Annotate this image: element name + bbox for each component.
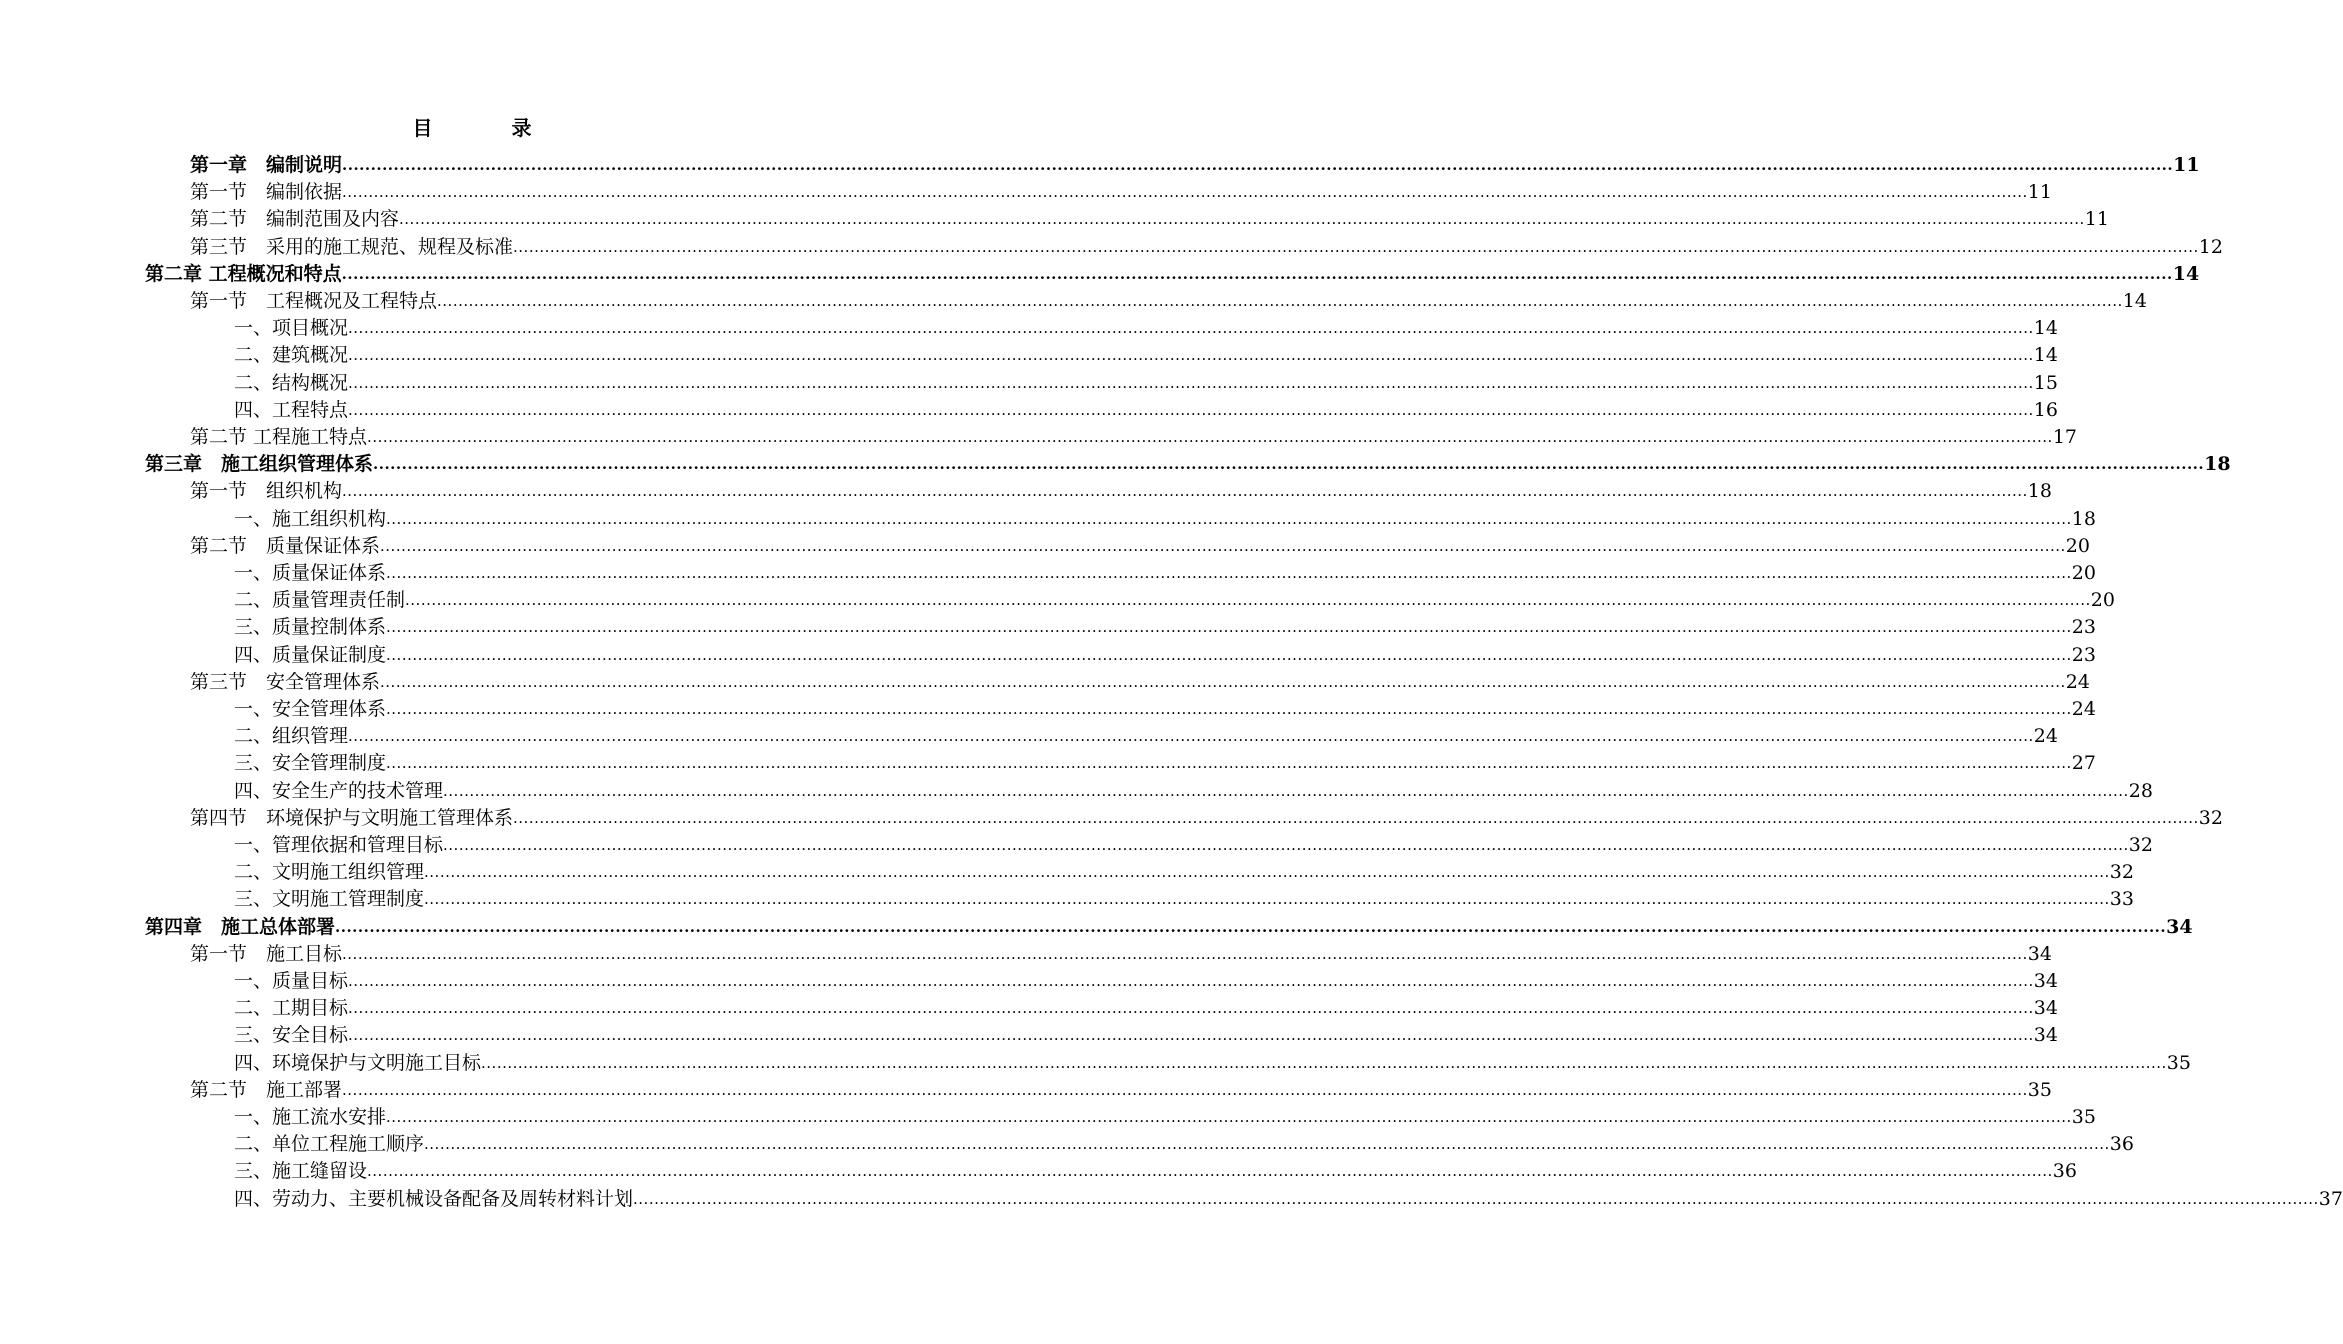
toc-entry-label: 一、管理依据和管理目标 bbox=[234, 834, 444, 856]
toc-entry-page-number: 11 bbox=[2173, 154, 2200, 176]
toc-entry[interactable] bbox=[234, 1131, 2134, 1158]
toc-entry-leader: ................................................................................................................................................................................................................................................................................................................................ bbox=[342, 1081, 2028, 1099]
toc-entry-leader: ................................................................................................................................................................................................................................................................................................................................ bbox=[342, 945, 2028, 963]
toc-entry-page-number: 11 bbox=[2027, 181, 2052, 203]
toc-entry-leader: ................................................................................................................................................................................................................................................................................................................................ bbox=[424, 890, 2110, 908]
toc-entry-label: 三、安全目标 bbox=[234, 1024, 349, 1046]
toc-entry-leader: ................................................................................................................................................................................................................................................................................................................................ bbox=[386, 1108, 2072, 1126]
toc-entry-page-number: 34 bbox=[2033, 997, 2058, 1019]
toc-entry-page-number: 17 bbox=[2052, 426, 2078, 448]
toc-entry-page-number: 14 bbox=[2033, 317, 2058, 339]
toc-entry-leader: ................................................................................................................................................................................................................................................................................................................................ bbox=[481, 1054, 2167, 1072]
toc-entry-label: 第四节 环境保护与文明施工管理体系 bbox=[190, 807, 514, 829]
toc-entry-label: 一、质量保证体系 bbox=[234, 562, 387, 584]
toc-entry-label: 四、环境保护与文明施工目标 bbox=[234, 1052, 482, 1074]
toc-entry-leader: ................................................................................................................................................................................................................................................................................................................................ bbox=[348, 319, 2034, 337]
toc-entry-label: 一、安全管理体系 bbox=[234, 698, 387, 720]
toc-entry-label: 三、安全管理制度 bbox=[234, 752, 387, 774]
toc-entry-leader: ................................................................................................................................................................................................................................................................................................................................ bbox=[424, 863, 2110, 881]
toc-entry-leader: ................................................................................................................................................................................................................................................................................................................................ bbox=[386, 618, 2072, 636]
toc-entry-page-number: 32 bbox=[2198, 807, 2223, 829]
toc-entry[interactable] bbox=[145, 451, 2231, 478]
toc-entry-page-number: 35 bbox=[2166, 1052, 2191, 1074]
toc-entry-leader: ................................................................................................................................................................................................................................................................................................................................ bbox=[443, 782, 2129, 800]
toc-entry-page-number: 34 bbox=[2033, 970, 2058, 992]
toc-entry-page-number: 16 bbox=[2033, 399, 2058, 421]
toc-entry-leader: ................................................................................................................................................................................................................................................................................................................................ bbox=[342, 482, 2028, 500]
toc-entry-label: 第二章 工程概况和特点 bbox=[145, 263, 342, 285]
toc-entry[interactable] bbox=[234, 342, 2058, 369]
toc-entry-page-number: 35 bbox=[2071, 1106, 2096, 1128]
toc-entry[interactable] bbox=[234, 1158, 2077, 1185]
toc-entry-label: 第一节 工程概况及工程特点 bbox=[190, 290, 438, 312]
toc-entry-label: 第二节 质量保证体系 bbox=[190, 535, 381, 557]
toc-entry[interactable] bbox=[234, 968, 2058, 995]
toc-entry-leader: ................................................................................................................................................................................................................................................................................................................................ bbox=[373, 455, 2205, 473]
toc-entry[interactable] bbox=[234, 778, 2153, 805]
toc-entry-page-number: 34 bbox=[2027, 943, 2052, 965]
toc-entry[interactable] bbox=[234, 397, 2058, 424]
toc-entry-page-number: 28 bbox=[2128, 780, 2153, 802]
toc-entry-label: 第二节 施工部署 bbox=[190, 1079, 343, 1101]
toc-entry[interactable] bbox=[190, 533, 2090, 560]
toc-entry-label: 四、质量保证制度 bbox=[234, 644, 387, 666]
toc-entry-label: 一、质量目标 bbox=[234, 970, 349, 992]
toc-entry-label: 二、组织管理 bbox=[234, 725, 349, 747]
toc-entry-leader: ................................................................................................................................................................................................................................................................................................................................ bbox=[348, 1026, 2034, 1044]
toc-entry-leader: ................................................................................................................................................................................................................................................................................................................................ bbox=[437, 292, 2123, 310]
toc-entry[interactable] bbox=[190, 206, 2109, 233]
toc-entry-label: 第三节 采用的施工规范、规程及标准 bbox=[190, 236, 514, 258]
toc-entry-page-number: 24 bbox=[2033, 725, 2058, 747]
toc-entry-leader: ................................................................................................................................................................................................................................................................................................................................ bbox=[386, 510, 2072, 528]
toc-entry-label: 三、文明施工管理制度 bbox=[234, 888, 425, 910]
toc-entry-page-number: 33 bbox=[2109, 888, 2134, 910]
toc-entry-page-number: 23 bbox=[2071, 644, 2096, 666]
toc-entry-leader: ................................................................................................................................................................................................................................................................................................................................ bbox=[399, 210, 2085, 228]
toc-entry-leader: ................................................................................................................................................................................................................................................................................................................................ bbox=[348, 374, 2034, 392]
toc-entry[interactable] bbox=[234, 859, 2134, 886]
toc-entry-page-number: 23 bbox=[2071, 616, 2096, 638]
toc-entry-page-number: 36 bbox=[2109, 1133, 2134, 1155]
toc-entry-leader: ................................................................................................................................................................................................................................................................................................................................ bbox=[380, 537, 2066, 555]
toc-entry[interactable] bbox=[234, 642, 2096, 669]
toc-entry-label: 第一节 组织机构 bbox=[190, 480, 343, 502]
toc-entry-leader: ................................................................................................................................................................................................................................................................................................................................ bbox=[367, 1162, 2053, 1180]
toc-entry[interactable] bbox=[234, 315, 2058, 342]
toc-entry[interactable] bbox=[234, 1186, 2343, 1213]
toc-entry-page-number: 18 bbox=[2027, 480, 2052, 502]
toc-entry-label: 三、施工缝留设 bbox=[234, 1160, 368, 1182]
toc-entry[interactable] bbox=[234, 696, 2096, 723]
toc-entry-leader: ................................................................................................................................................................................................................................................................................................................................ bbox=[443, 836, 2129, 854]
toc-entry-leader: ................................................................................................................................................................................................................................................................................................................................ bbox=[342, 183, 2028, 201]
toc-title: 目 录 bbox=[412, 116, 568, 140]
toc-entry-label: 一、施工组织机构 bbox=[234, 508, 387, 530]
toc-entry[interactable] bbox=[234, 1050, 2191, 1077]
toc-entry[interactable] bbox=[190, 179, 2052, 206]
toc-entry-label: 一、施工流水安排 bbox=[234, 1106, 387, 1128]
toc-entry-page-number: 34 bbox=[2033, 1024, 2058, 1046]
toc-entry-label: 四、劳动力、主要机械设备配备及周转材料计划 bbox=[234, 1188, 634, 1210]
toc-entry-label: 第一节 编制依据 bbox=[190, 181, 343, 203]
toc-entry-leader: ................................................................................................................................................................................................................................................................................................................................ bbox=[380, 673, 2066, 691]
toc-entry[interactable] bbox=[234, 832, 2153, 859]
toc-entry-page-number: 32 bbox=[2128, 834, 2153, 856]
toc-entry[interactable] bbox=[234, 750, 2096, 777]
toc-entry-page-number: 14 bbox=[2122, 290, 2147, 312]
toc-entry-label: 第三节 安全管理体系 bbox=[190, 671, 381, 693]
toc-entry-page-number: 14 bbox=[2172, 263, 2200, 285]
toc-entry-leader: ................................................................................................................................................................................................................................................................................................................................ bbox=[386, 700, 2072, 718]
toc-entry-label: 第三章 施工组织管理体系 bbox=[145, 453, 374, 475]
toc-entry-page-number: 18 bbox=[2204, 453, 2231, 475]
toc-entry-page-number: 34 bbox=[2166, 916, 2193, 938]
toc-entry-leader: ................................................................................................................................................................................................................................................................................................................................ bbox=[405, 591, 2091, 609]
toc-entry-label: 三、质量控制体系 bbox=[234, 616, 387, 638]
toc-entry-leader: ................................................................................................................................................................................................................................................................................................................................ bbox=[342, 156, 2174, 174]
toc-entry[interactable] bbox=[234, 1022, 2058, 1049]
toc-entry-label: 四、工程特点 bbox=[234, 399, 349, 421]
toc-entry-leader: ................................................................................................................................................................................................................................................................................................................................ bbox=[424, 1135, 2110, 1153]
toc-entry[interactable] bbox=[234, 560, 2096, 587]
toc-entry-label: 第一节 施工目标 bbox=[190, 943, 343, 965]
toc-entry[interactable] bbox=[145, 261, 2200, 288]
toc-entry-leader: ................................................................................................................................................................................................................................................................................................................................ bbox=[513, 809, 2199, 827]
toc-entry-page-number: 18 bbox=[2071, 508, 2096, 530]
toc-entry[interactable] bbox=[190, 152, 2200, 179]
toc-entry[interactable] bbox=[234, 886, 2134, 913]
toc-entry[interactable] bbox=[234, 614, 2096, 641]
toc-entry-page-number: 37 bbox=[2318, 1188, 2343, 1210]
toc-entry-page-number: 35 bbox=[2027, 1079, 2052, 1101]
toc-entry-label: 第二节 工程施工特点 bbox=[190, 426, 368, 448]
toc-entry-leader: ................................................................................................................................................................................................................................................................................................................................ bbox=[341, 265, 2173, 283]
toc-entry-leader: ................................................................................................................................................................................................................................................................................................................................ bbox=[633, 1190, 2319, 1208]
toc-entry[interactable] bbox=[234, 1104, 2096, 1131]
toc-entry-leader: ................................................................................................................................................................................................................................................................................................................................ bbox=[348, 346, 2034, 364]
toc-entry-label: 二、工期目标 bbox=[234, 997, 349, 1019]
toc-entry-leader: ................................................................................................................................................................................................................................................................................................................................ bbox=[386, 646, 2072, 664]
toc-entry-label: 四、安全生产的技术管理 bbox=[234, 780, 444, 802]
toc-entry-leader: ................................................................................................................................................................................................................................................................................................................................ bbox=[335, 918, 2167, 936]
toc-entry-leader: ................................................................................................................................................................................................................................................................................................................................ bbox=[348, 999, 2034, 1017]
toc-entry[interactable] bbox=[190, 234, 2223, 261]
toc-entry-label: 二、文明施工组织管理 bbox=[234, 861, 425, 883]
toc-entry[interactable] bbox=[234, 995, 2058, 1022]
toc-entry[interactable] bbox=[190, 1077, 2052, 1104]
toc-entry-label: 第二节 编制范围及内容 bbox=[190, 208, 400, 230]
toc-entry[interactable] bbox=[234, 587, 2115, 614]
toc-entry-leader: ................................................................................................................................................................................................................................................................................................................................ bbox=[348, 972, 2034, 990]
toc-entry-leader: ................................................................................................................................................................................................................................................................................................................................ bbox=[386, 754, 2072, 772]
toc-entry-page-number: 27 bbox=[2071, 752, 2096, 774]
toc-entry-label: 第四章 施工总体部署 bbox=[145, 916, 336, 938]
toc-entry-label: 二、建筑概况 bbox=[234, 344, 349, 366]
toc-entry-leader: ................................................................................................................................................................................................................................................................................................................................ bbox=[367, 428, 2053, 446]
toc-entry-leader: ................................................................................................................................................................................................................................................................................................................................ bbox=[386, 564, 2072, 582]
toc-entry-page-number: 36 bbox=[2052, 1160, 2077, 1182]
toc-entry-page-number: 24 bbox=[2065, 671, 2090, 693]
toc-entry-label: 二、质量管理责任制 bbox=[234, 589, 406, 611]
toc-entry-label: 第一章 编制说明 bbox=[190, 154, 343, 176]
toc-entry[interactable] bbox=[234, 370, 2058, 397]
toc-entry-leader: ................................................................................................................................................................................................................................................................................................................................ bbox=[348, 727, 2034, 745]
toc-entry-page-number: 15 bbox=[2033, 372, 2058, 394]
toc-entry-page-number: 20 bbox=[2071, 562, 2096, 584]
toc-entry-label: 一、项目概况 bbox=[234, 317, 349, 339]
toc-entry[interactable] bbox=[190, 805, 2223, 832]
toc-entry[interactable] bbox=[190, 288, 2147, 315]
toc-entry-page-number: 12 bbox=[2198, 236, 2223, 258]
toc-entry[interactable] bbox=[190, 424, 2078, 451]
toc-entry[interactable] bbox=[190, 941, 2052, 968]
toc-entry[interactable] bbox=[234, 723, 2058, 750]
toc-entry-page-number: 14 bbox=[2033, 344, 2058, 366]
toc-entry-leader: ................................................................................................................................................................................................................................................................................................................................ bbox=[348, 401, 2034, 419]
toc-entry-page-number: 11 bbox=[2084, 208, 2109, 230]
toc-entry[interactable] bbox=[190, 478, 2052, 505]
toc-entry-page-number: 32 bbox=[2109, 861, 2134, 883]
toc-entry-label: 二、单位工程施工顺序 bbox=[234, 1133, 425, 1155]
toc-entry[interactable] bbox=[234, 506, 2096, 533]
toc-entry-page-number: 20 bbox=[2090, 589, 2115, 611]
toc-entry-page-number: 20 bbox=[2065, 535, 2090, 557]
toc-entry-leader: ................................................................................................................................................................................................................................................................................................................................ bbox=[513, 238, 2199, 256]
toc-entry[interactable] bbox=[145, 914, 2193, 941]
toc-entry[interactable] bbox=[190, 669, 2090, 696]
toc-entry-page-number: 24 bbox=[2071, 698, 2096, 720]
toc-entry-label: 二、结构概况 bbox=[234, 372, 349, 394]
